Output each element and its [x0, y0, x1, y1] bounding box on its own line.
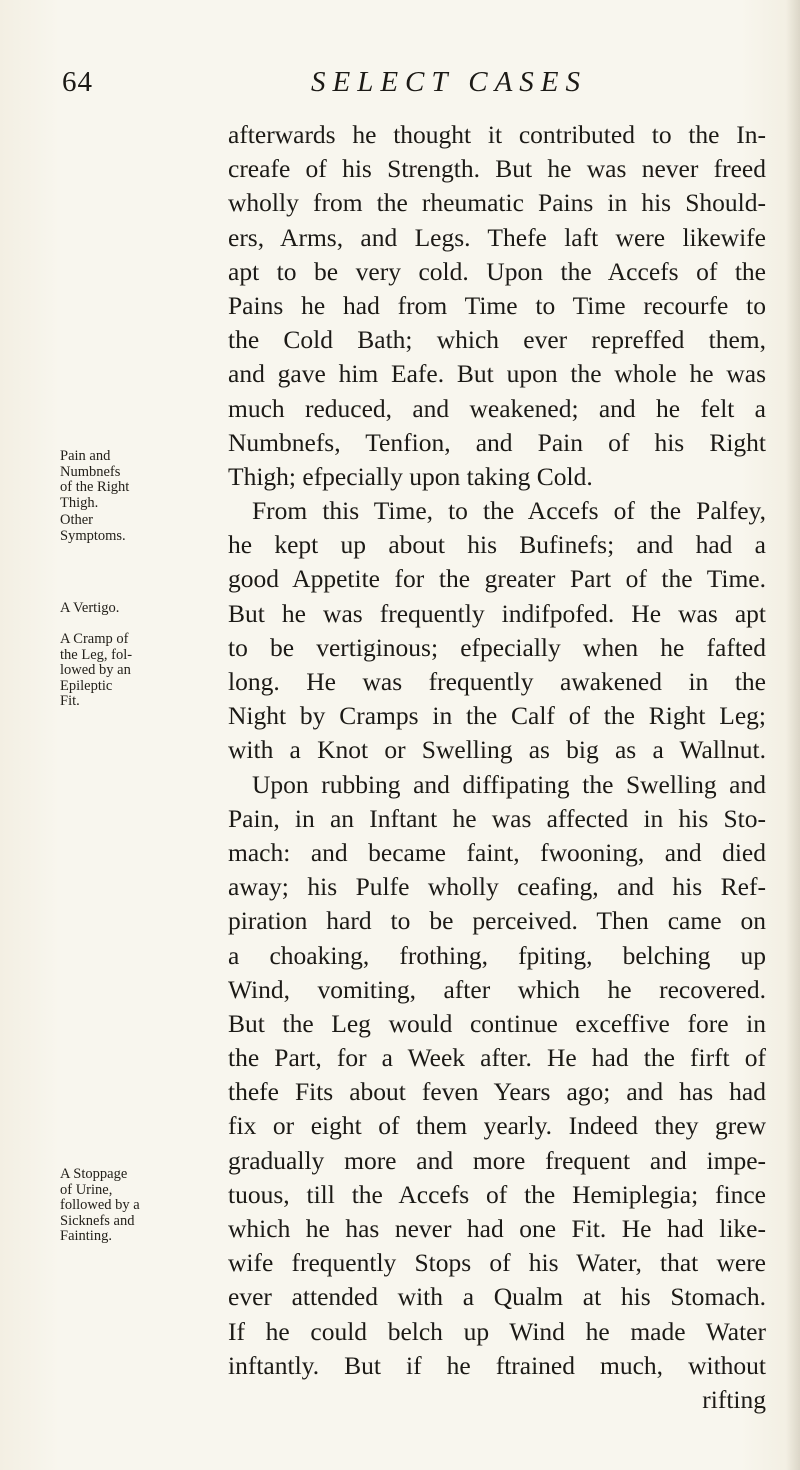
- margin-note-numbness: Pain and Numbnefs of the Right Thigh.: [60, 448, 130, 511]
- page-edge-shadow: [786, 0, 800, 1470]
- text-line: fix or eight of them yearly. Indeed they grew: [228, 1111, 766, 1141]
- text-line: much reduced, and weakened; and he felt a: [228, 393, 766, 423]
- margin-note-cramp: A Cramp of the Leg, fol- lowed by an Epileptic Fit.: [60, 631, 133, 709]
- text-line: long. He was frequently awakened in the: [228, 667, 766, 696]
- text-line: From this Time, to the Accefs of the Palfey,: [252, 496, 766, 526]
- text-line: which he has never had one Fit. He had like-: [228, 1214, 766, 1243]
- text-line: the Cold Bath; which ever repreffed them,: [228, 325, 766, 355]
- text-line: Numbnefs, Tenfion, and Pain of his Right: [228, 427, 766, 457]
- text-line: Pain, in an Inftant he was affected in his Sto-: [228, 803, 766, 833]
- text-line: Night by Cramps in the Calf of the Right Leg;: [228, 701, 766, 731]
- catchword: rifting: [702, 1384, 766, 1414]
- text-line: ever attended with a Qualm at his Stomach.: [228, 1282, 766, 1312]
- text-line: good Appetite for the greater Part of the Time.: [228, 564, 766, 594]
- margin-note-other-symptoms: Other Symptoms.: [60, 512, 126, 544]
- text-line: the Part, for a Week after. He had the firft of: [228, 1043, 766, 1073]
- text-line: If he could belch up Wind he made Water: [228, 1316, 766, 1346]
- text-line: mach: and became faint, fwooning, and died: [228, 837, 766, 867]
- text-line: ers, Arms, and Legs. Thefe laft were likewife: [228, 222, 766, 252]
- text-line: inftantly. But if he ftrained much, without: [228, 1350, 766, 1380]
- text-line: away; his Pulfe wholly ceafing, and his Ref-: [228, 872, 766, 902]
- text-line: thefe Fits about feven Years ago; and has had: [228, 1077, 766, 1107]
- text-line: But he was frequently indifpofed. He was apt: [228, 598, 766, 628]
- text-line: Thigh; efpecially upon taking Cold.: [228, 461, 593, 491]
- page-number: 64: [62, 66, 93, 98]
- text-line: he kept up about his Bufinefs; and had a: [228, 530, 766, 560]
- margin-note-vertigo: A Vertigo.: [60, 600, 120, 616]
- text-line: piration hard to be perceived. Then came on: [228, 906, 766, 936]
- page-header: [62, 66, 762, 106]
- text-line: wife frequently Stops of his Water, that were: [228, 1248, 766, 1278]
- text-line: But the Leg would continue exceffive fore in: [228, 1008, 766, 1038]
- text-line: Pains he had from Time to Time recourfe to: [228, 290, 766, 320]
- text-line: Upon rubbing and diffipating the Swelling and: [252, 769, 766, 799]
- text-line: apt to be very cold. Upon the Accefs of the: [228, 256, 766, 286]
- text-line: and gave him Eafe. But upon the whole he was: [228, 359, 766, 389]
- text-line: a choaking, frothing, fpiting, belching up: [228, 940, 766, 970]
- text-line: gradually more and more frequent and impe-: [228, 1145, 766, 1175]
- margin-note-stoppage: A Stoppage of Urine, followed by a Sicknefs and Fainting.: [60, 1166, 140, 1244]
- text-line: creafe of his Strength. But he was never freed: [228, 154, 766, 184]
- text-line: wholly from the rheumatic Pains in his Should-: [228, 188, 766, 218]
- text-line: tuous, till the Accefs of the Hemiplegia; fince: [228, 1179, 766, 1209]
- running-title: SELECT CASES: [311, 66, 588, 98]
- text-line: Wind, vomiting, after which he recovered.: [228, 974, 766, 1004]
- text-line: afterwards he thought it contributed to the In-: [228, 120, 766, 149]
- text-line: to be vertiginous; efpecially when he fafted: [228, 632, 766, 662]
- text-line: with a Knot or Swelling as big as a Wallnut.: [228, 735, 766, 765]
- body-text: [228, 118, 766, 1417]
